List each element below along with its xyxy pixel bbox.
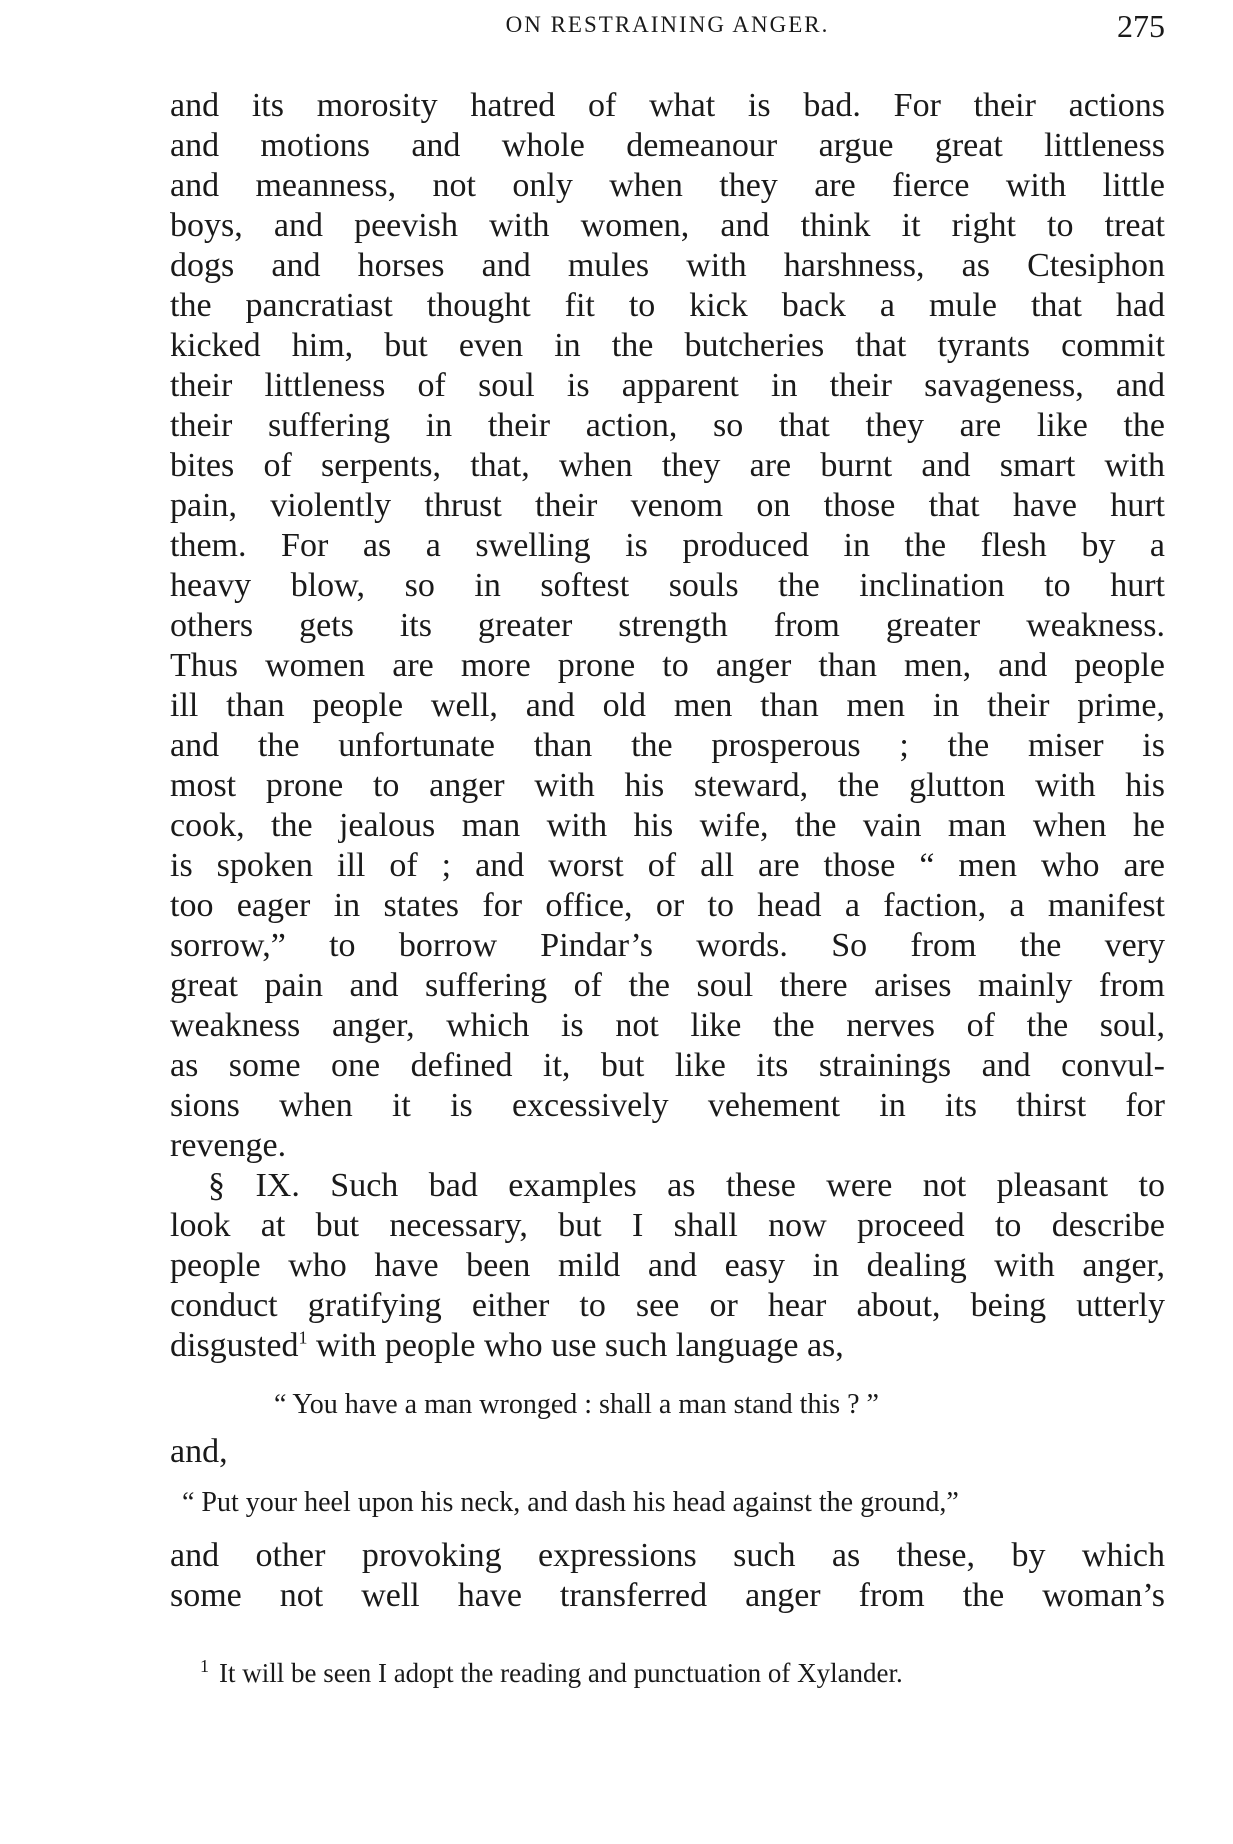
text-line: great pain and suffering of the soul there arises mainly from (170, 967, 1165, 1004)
paragraph-3 (170, 1536, 1165, 1616)
text-line: revenge. (170, 1127, 287, 1164)
text-line: most prone to anger with his steward, the glutton with his (170, 767, 1165, 804)
section-heading-line: § IX. Such bad examples as these were not pleasant to (208, 1167, 1165, 1204)
text-line: dogs and horses and mules with harshness, as Ctesiphon (170, 247, 1165, 284)
text-line: ill than people well, and old men than men in their prime, (170, 687, 1165, 724)
connector-line: and, (170, 1433, 228, 1470)
footnote-text: It will be seen I adopt the reading and punctuation of Xylander. (219, 1658, 903, 1688)
paragraph-1 (170, 86, 1165, 1166)
text-line: and motions and whole demeanour argue great littleness (170, 127, 1165, 164)
text-line: too eager in states for office, or to head a faction, a manifest (170, 887, 1165, 924)
text-line: and the unfortunate than the prosperous ; the miser is (170, 727, 1165, 764)
verse-quote: “ You have a man wronged : shall a man stand this ? ” (274, 1389, 879, 1420)
text-fragment: disgusted (170, 1327, 299, 1364)
text-line: kicked him, but even in the butcheries that tyrants commit (170, 327, 1165, 364)
text-line: cook, the jealous man with his wife, the vain man when he (170, 807, 1165, 844)
text-line: boys, and peevish with women, and think it right to treat (170, 207, 1165, 244)
text-line: and its morosity hatred of what is bad. For their actions (170, 87, 1165, 124)
text-line: others gets its greater strength from greater weakness. (170, 607, 1165, 644)
footnote (200, 1656, 1150, 1689)
text-line: as some one defined it, but like its strainings and convul- (170, 1047, 1165, 1084)
text-line-with-footnote (170, 1326, 1165, 1366)
text-line: them. For as a swelling is produced in the flesh by a (170, 527, 1165, 564)
text-line: pain, violently thrust their venom on those that have hurt (170, 487, 1165, 524)
text-fragment: with people who use such language as, (307, 1327, 844, 1364)
text-line: is spoken ill of ; and worst of all are those “ men who are (170, 847, 1165, 884)
verse-quote: “ Put your heel upon his neck, and dash his head against the ground,” (182, 1487, 959, 1518)
text-line: people who have been mild and easy in dealing with anger, (170, 1247, 1165, 1284)
text-line: their suffering in their action, so that they are like the (170, 407, 1165, 444)
footnote-marker: 1 (200, 1656, 209, 1676)
text-line: weakness anger, which is not like the nerves of the soul, (170, 1007, 1165, 1044)
text-line: sorrow,” to borrow Pindar’s words. So from the very (170, 927, 1165, 964)
text-line: heavy blow, so in softest souls the inclination to hurt (170, 567, 1165, 604)
page-header (170, 8, 1165, 48)
page-number: 275 (1117, 8, 1165, 44)
text-line: look at but necessary, but I shall now proceed to describe (170, 1207, 1165, 1244)
text-line: some not well have transferred anger from the woman’s (170, 1577, 1165, 1614)
text-line: and meanness, not only when they are fierce with little (170, 167, 1165, 204)
text-line: bites of serpents, that, when they are burnt and smart with (170, 447, 1165, 484)
text-line: Thus women are more prone to anger than men, and people (170, 647, 1165, 684)
text-line: conduct gratifying either to see or hear about, being utterly (170, 1287, 1165, 1324)
footnote-reference: 1 (298, 1327, 308, 1348)
paragraph-2 (170, 1166, 1165, 1366)
text-line: sions when it is excessively vehement in its thirst for (170, 1087, 1165, 1124)
text-line: and other provoking expressions such as these, by which (170, 1537, 1165, 1574)
body-text (170, 86, 1165, 1616)
text-line: their littleness of soul is apparent in their savageness, and (170, 367, 1165, 404)
running-head: ON RESTRAINING ANGER. (505, 12, 830, 37)
text-line: the pancratiast thought fit to kick back a mule that had (170, 287, 1165, 324)
